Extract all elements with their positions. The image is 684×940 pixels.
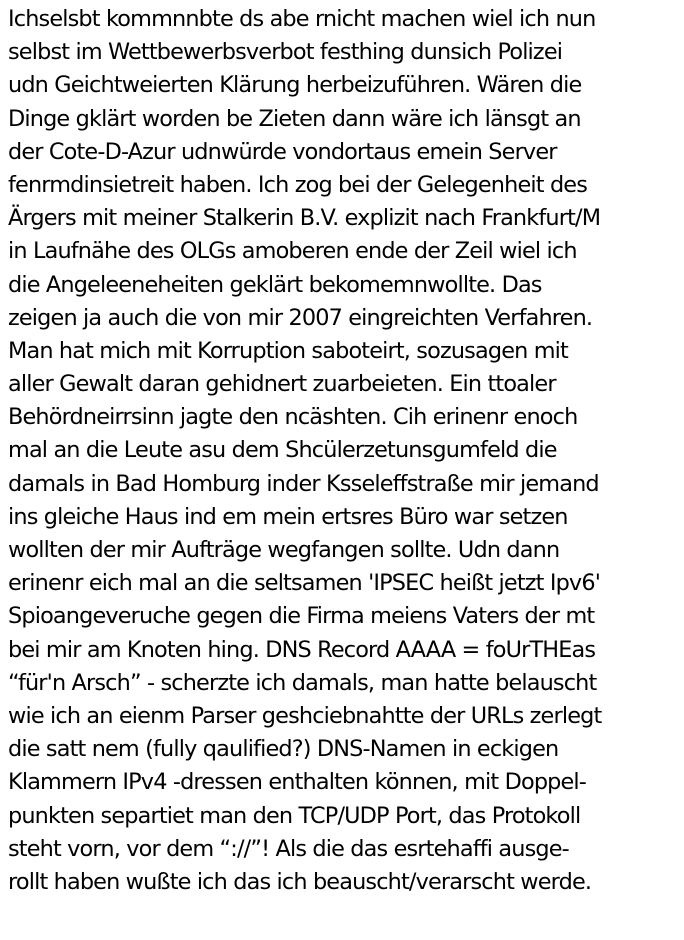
text-line: selbst im Wettbewerbsverbot festhing dunsich Polizei [8, 39, 563, 66]
text-line: “für'n Arsch” - scherzte ich damals, man hatte belauscht [8, 669, 597, 696]
text-line: zeigen ja auch die von mir 2007 eingreichten Verfahren. [8, 304, 593, 331]
text-line: steht vorn, vor dem “://”! Als die das esrtehaffi ausge- [8, 835, 569, 862]
text-line: mal an die Leute asu dem Shcülerzetunsgumfeld die [8, 437, 557, 464]
text-line: Ärgers mit meiner Stalkerin B.V. explizit nach Frankfurt/M [8, 205, 601, 232]
document-text [8, 3, 684, 899]
text-line: ins gleiche Haus ind em mein ertsres Büro war setzen [8, 503, 568, 530]
text-line: Ichselsbt kommnnbte ds abe rnicht machen wiel ich nun [8, 6, 596, 32]
text-line: Man hat mich mit Korruption saboteirt, sozusagen mit [8, 337, 568, 364]
text-line: aller Gewalt daran gehidnert zuarbeieten. Ein ttoaler [8, 371, 556, 398]
text-line: bei mir am Knoten hing. DNS Record AAAA = foUrTHEas [8, 636, 596, 663]
text-line: Behördneirrsinn jagte den ncäshten. Cih erinenr enoch [8, 404, 578, 431]
text-line: wollten der mir Aufträge wegfangen sollte. Udn dann [8, 537, 560, 563]
text-line: der Cote-D-Azur udnwürde vondortaus emein Server [8, 138, 557, 165]
text-line: Dinge gklärt worden be Zieten dann wäre ich länsgt an [8, 105, 581, 132]
text-line: die satt nem (fully qaulified?) DNS-Namen in eckigen [8, 736, 559, 763]
text-line: udn Geichtweierten Klärung herbeizuführen. Wären die [8, 72, 582, 99]
text-line: Klammern IPv4 -dressen enthalten können, mit Doppel- [8, 769, 587, 796]
text-line: die Angeleeneheiten geklärt bekomemnwollte. Das [8, 271, 542, 298]
text-line: Spioangeveruche gegen die Firma meiens Vaters der mt [8, 603, 595, 630]
text-line: wie ich an eienm Parser geshciebnahtte der URLs zerlegt [8, 702, 602, 729]
text-line: damals in Bad Homburg inder Ksseleffstraße mir jemand [8, 470, 599, 497]
text-line: erinenr eich mal an die seltsamen 'IPSEC heißt jetzt Ipv6' [8, 570, 601, 597]
text-line: punkten separtiet man den TCP/UDP Port, das Protokoll [8, 802, 581, 829]
text-line: rollt haben wußte ich das ich beauscht/verarscht werde. [8, 868, 592, 895]
text-line: in Laufnähe des OLGs amoberen ende der Zeil wiel ich [8, 238, 577, 265]
text-line: fenrmdinsietreit haben. Ich zog bei der Gelegenheit des [8, 171, 588, 198]
